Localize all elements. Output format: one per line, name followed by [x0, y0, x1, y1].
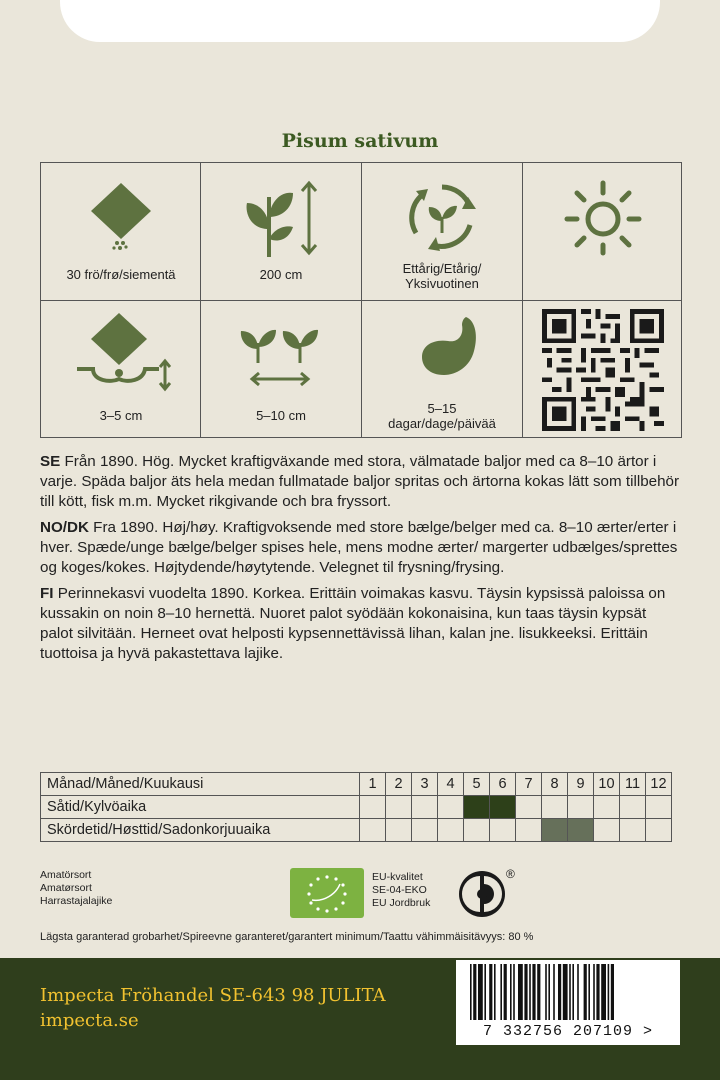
harvest-month-8 — [542, 819, 568, 842]
barcode-bar — [593, 964, 595, 1020]
barcode-bar — [601, 964, 606, 1020]
month-1: 1 — [360, 773, 386, 796]
sowing-month-1 — [360, 796, 386, 819]
height-label: 200 cm — [259, 267, 303, 282]
lifecycle-label-1: Ettårig/Etårig/ — [402, 261, 482, 276]
sowing-month-10 — [594, 796, 620, 819]
barcode-bar — [548, 964, 550, 1020]
qr-cell — [523, 301, 683, 438]
month-5: 5 — [464, 773, 490, 796]
barcode-bar — [545, 964, 547, 1020]
harvest-month-10 — [594, 819, 620, 842]
lifecycle-label-2: Yksivuotinen — [405, 276, 479, 291]
lang-code-fi: FI — [40, 585, 54, 602]
description-nodk — [40, 518, 680, 578]
germination-sprout-icon — [404, 311, 484, 391]
seed-count-label: 30 frö/frø/siementä — [66, 267, 176, 282]
harvest-month-4 — [438, 819, 464, 842]
month-6: 6 — [490, 773, 516, 796]
registered-mark: ® — [506, 867, 515, 881]
sowing-calendar — [40, 772, 672, 842]
height-cell — [201, 163, 361, 300]
barcode-bar — [524, 964, 527, 1020]
icon-grid — [40, 162, 682, 438]
seed-packet-icon — [81, 177, 161, 257]
species-name: Pisum sativum — [281, 130, 439, 152]
barcode-bar — [500, 964, 502, 1020]
barcode-bar — [584, 964, 587, 1020]
variety-type-se: Amatörsort — [40, 869, 92, 881]
harvest-month-11 — [620, 819, 646, 842]
plant-spacing-label: 5–10 cm — [256, 408, 306, 423]
spacing-cell — [201, 301, 361, 438]
harvest-month-12 — [646, 819, 672, 842]
plant-height-icon — [239, 177, 329, 259]
barcode-bar — [563, 964, 568, 1020]
lang-code-nodk: NO/DK — [40, 519, 89, 536]
variety-type-no: Amatørsort — [40, 882, 92, 894]
barcode-bar — [510, 964, 512, 1020]
barcode-bar — [513, 964, 515, 1020]
sowing-depth-label: 3–5 cm — [99, 408, 143, 423]
lifecycle-cell — [362, 163, 522, 300]
eu-agriculture-label: EU Jordbruk — [372, 897, 431, 909]
description-se-text: Från 1890. Hög. Mycket kraftigväxande med stora, välmatade baljor med ca 8–10 ärtor i varje. Späda baljor äts hela medan fullmatade baljor spritas och ärtorna kokas lätt som tillbehör till kött, fisk m.m. Mycket rikgivande och bra fryssort. — [40, 453, 680, 510]
calendar-header-row — [41, 773, 672, 796]
barcode-bar — [553, 964, 555, 1020]
barcode-bar — [608, 964, 610, 1020]
month-2: 2 — [386, 773, 412, 796]
sowing-month-6 — [490, 796, 516, 819]
sowing-row — [41, 796, 672, 819]
barcode-bar — [518, 964, 523, 1020]
barcode-bar — [537, 964, 540, 1020]
harvest-month-3 — [412, 819, 438, 842]
harvest-month-6 — [490, 819, 516, 842]
barcode-bar — [577, 964, 579, 1020]
green-dot-recycling-icon — [456, 866, 522, 922]
barcode — [456, 960, 680, 1045]
germination-cell — [362, 301, 522, 438]
website-link[interactable]: impecta.se — [40, 1010, 139, 1031]
month-8: 8 — [542, 773, 568, 796]
description-fi-text: Perinnekasvi vuodelta 1890. Korkea. Erittäin voimakas kasvu. Täysin kypsissä paloissa on kussakin on noin 8–10 hernettä. Nuoret palot syödään kokonaisina, kun taas täysin kypsät palot silvitään. Herneet ovat helposti kypsennettävissä lihan, kalan jne. lisukkeeksi. Erittäin tuottoisa ja hyvä pakastettava lajike. — [40, 585, 666, 662]
sowing-month-4 — [438, 796, 464, 819]
harvest-month-5 — [464, 819, 490, 842]
sowing-row-label: Såtid/Kylvöaika — [41, 796, 360, 819]
annual-cycle-icon — [402, 177, 482, 257]
barcode-bar — [470, 964, 472, 1020]
barcode-bar — [572, 964, 574, 1020]
harvest-month-9 — [568, 819, 594, 842]
barcode-bar — [494, 964, 496, 1020]
eu-code-label: SE-04-EKO — [372, 884, 427, 896]
barcode-bar — [473, 964, 476, 1020]
barcode-bar — [611, 964, 614, 1020]
harvest-month-1 — [360, 819, 386, 842]
sowing-month-3 — [412, 796, 438, 819]
barcode-bar — [478, 964, 483, 1020]
germination-days-label-1: 5–15 — [427, 401, 457, 416]
description-se — [40, 452, 680, 512]
eu-quality-label: EU-kvalitet — [372, 871, 423, 883]
month-9: 9 — [568, 773, 594, 796]
sowing-depth-cell — [41, 301, 201, 438]
description-nodk-text: Fra 1890. Høj/høy. Kraftigvoksende med store bælge/belger med ca. 8–10 ærter/erter i hver. Spæde/unge bælge/belger spises hele, mens modne ærter/ margerter udbælges/sprettes og koges/kokes. Højtydende/høytytende. Velegnet til frysning/frysing. — [40, 519, 678, 576]
month-10: 10 — [594, 773, 620, 796]
month-header-label: Månad/Måned/Kuukausi — [41, 773, 360, 796]
month-4: 4 — [438, 773, 464, 796]
barcode-number: 7 332756 207109 > — [482, 1023, 654, 1040]
variety-type — [40, 869, 112, 908]
sowing-depth-icon — [71, 309, 171, 393]
hang-hole-cutout — [60, 0, 660, 42]
sowing-month-11 — [620, 796, 646, 819]
germination-guarantee: Lägsta garanterad grobarhet/Spireevne garanteret/garantert minimum/Taattu vähimmäisitävyys: 80 % — [40, 931, 534, 943]
plant-spacing-icon — [236, 323, 326, 393]
sowing-month-12 — [646, 796, 672, 819]
barcode-bar — [529, 964, 531, 1020]
company-address: Impecta Fröhandel SE-643 98 JULITA — [40, 985, 386, 1006]
month-7: 7 — [516, 773, 542, 796]
sowing-month-9 — [568, 796, 594, 819]
lang-code-se: SE — [40, 453, 61, 470]
eu-organic-leaf-logo — [290, 868, 364, 918]
barcode-bar — [484, 964, 486, 1020]
barcode-bars — [456, 960, 680, 1022]
barcode-bar — [504, 964, 507, 1020]
barcode-bar — [588, 964, 590, 1020]
sowing-month-8 — [542, 796, 568, 819]
harvest-row — [41, 819, 672, 842]
barcode-bar — [558, 964, 561, 1020]
harvest-month-2 — [386, 819, 412, 842]
month-3: 3 — [412, 773, 438, 796]
full-sun-icon — [563, 177, 643, 257]
barcode-bar — [532, 964, 535, 1020]
harvest-month-7 — [516, 819, 542, 842]
sowing-month-2 — [386, 796, 412, 819]
month-12: 12 — [646, 773, 672, 796]
harvest-row-label: Skördetid/Høsttid/Sadonkorjuuaika — [41, 819, 360, 842]
seed-count-cell — [41, 163, 201, 300]
sowing-month-5 — [464, 796, 490, 819]
qr-code — [542, 309, 664, 431]
eu-certification — [372, 871, 430, 910]
sun-cell — [523, 163, 683, 300]
description-fi — [40, 584, 680, 664]
description — [40, 452, 680, 670]
month-11: 11 — [620, 773, 646, 796]
germination-days-label-2: dagar/dage/päivää — [388, 416, 496, 431]
barcode-bar — [489, 964, 492, 1020]
barcode-bar — [596, 964, 599, 1020]
barcode-bar — [569, 964, 571, 1020]
variety-type-fi: Harrastajalajike — [40, 895, 113, 907]
sowing-month-7 — [516, 796, 542, 819]
